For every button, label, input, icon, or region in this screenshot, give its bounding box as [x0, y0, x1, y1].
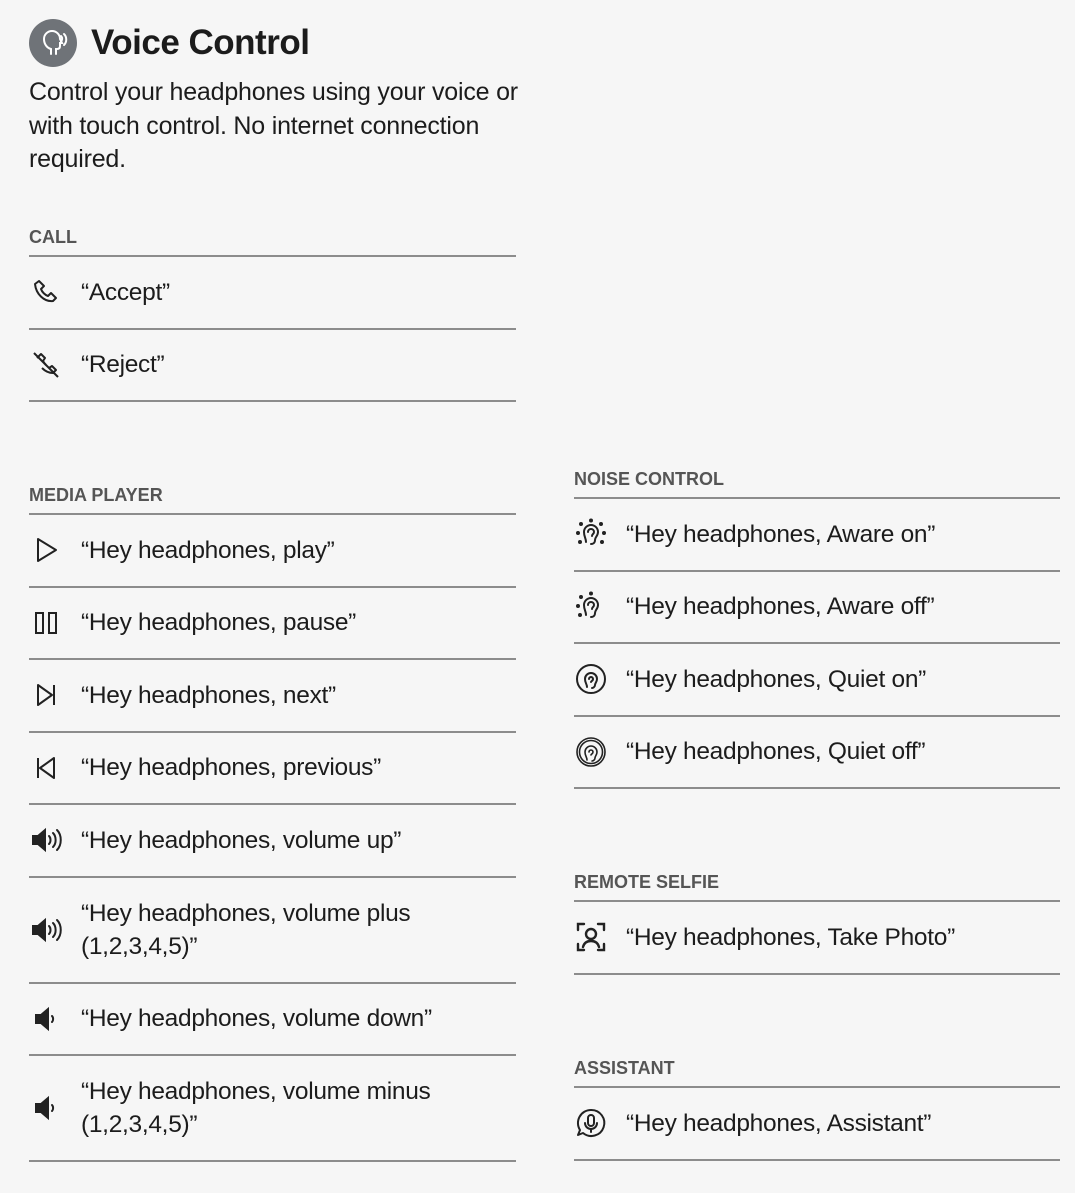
command-label: “Hey headphones, volume plus (1,2,3,4,5)”: [81, 899, 411, 960]
command-row: [29, 257, 516, 330]
play-icon: [29, 533, 63, 567]
command-label: “Hey headphones, Quiet on”: [626, 665, 927, 693]
section-heading: NOISE CONTROL: [574, 459, 1060, 499]
title-row: [29, 18, 529, 68]
command-label: “Reject”: [81, 351, 165, 379]
command-row: [574, 902, 1060, 975]
command-label: “Hey headphones, Aware on”: [626, 520, 936, 548]
quiet-off-icon: [574, 735, 608, 769]
next-icon: [29, 678, 63, 712]
media-player-section: [29, 475, 516, 1162]
previous-icon: [29, 751, 63, 785]
camera-face-icon: [574, 920, 608, 954]
page-title: Voice Control: [91, 23, 310, 62]
phone-off-icon: [29, 348, 63, 382]
call-section: [29, 217, 516, 402]
command-row: [29, 805, 516, 878]
command-row: [574, 1088, 1060, 1161]
volume-down-icon: [29, 1002, 63, 1036]
command-label: “Hey headphones, Aware off”: [626, 593, 935, 621]
command-row: [29, 878, 516, 984]
command-label: “Hey headphones, Quiet off”: [626, 738, 926, 766]
command-label: “Hey headphones, pause”: [81, 609, 357, 637]
command-label: “Hey headphones, play”: [81, 536, 335, 564]
assistant-mic-icon: [574, 1106, 608, 1140]
command-label: “Hey headphones, Assistant”: [626, 1109, 932, 1137]
volume-up-icon: [29, 823, 63, 857]
aware-on-icon: [574, 517, 608, 551]
command-label: “Hey headphones, Take Photo”: [626, 923, 955, 951]
section-heading: ASSISTANT: [574, 1048, 1060, 1088]
command-label: “Hey headphones, volume minus (1,2,3,4,5)”: [81, 1078, 431, 1138]
voice-head-icon: [29, 19, 77, 67]
command-label: “Hey headphones, volume up”: [81, 826, 402, 854]
header: [29, 18, 529, 177]
aware-off-icon: [574, 590, 608, 624]
command-label: “Hey headphones, next”: [81, 681, 336, 709]
command-row: [574, 717, 1060, 790]
section-heading: REMOTE SELFIE: [574, 862, 1060, 902]
quiet-on-icon: [574, 662, 608, 696]
noise-control-section: [574, 459, 1060, 789]
command-row: [29, 660, 516, 733]
command-row: [574, 644, 1060, 717]
command-label: “Accept”: [81, 278, 170, 306]
assistant-section: [574, 1048, 1060, 1161]
pause-icon: [29, 606, 63, 640]
command-row: [29, 1056, 516, 1162]
remote-selfie-section: [574, 862, 1060, 975]
command-row: [29, 515, 516, 588]
section-heading: CALL: [29, 217, 516, 257]
command-row: [29, 733, 516, 806]
volume-up-icon: [29, 913, 63, 947]
command-label: “Hey headphones, volume down”: [81, 1005, 432, 1033]
command-row: [29, 330, 516, 403]
page-description: Control your headphones using your voice or with touch control. No internet connection required.: [29, 78, 518, 173]
command-row: [29, 984, 516, 1057]
volume-down-icon: [29, 1091, 63, 1125]
section-heading: MEDIA PLAYER: [29, 475, 516, 515]
command-row: [574, 499, 1060, 572]
command-row: [574, 572, 1060, 645]
phone-icon: [29, 275, 63, 309]
command-label: “Hey headphones, previous”: [81, 754, 381, 782]
command-row: [29, 588, 516, 661]
